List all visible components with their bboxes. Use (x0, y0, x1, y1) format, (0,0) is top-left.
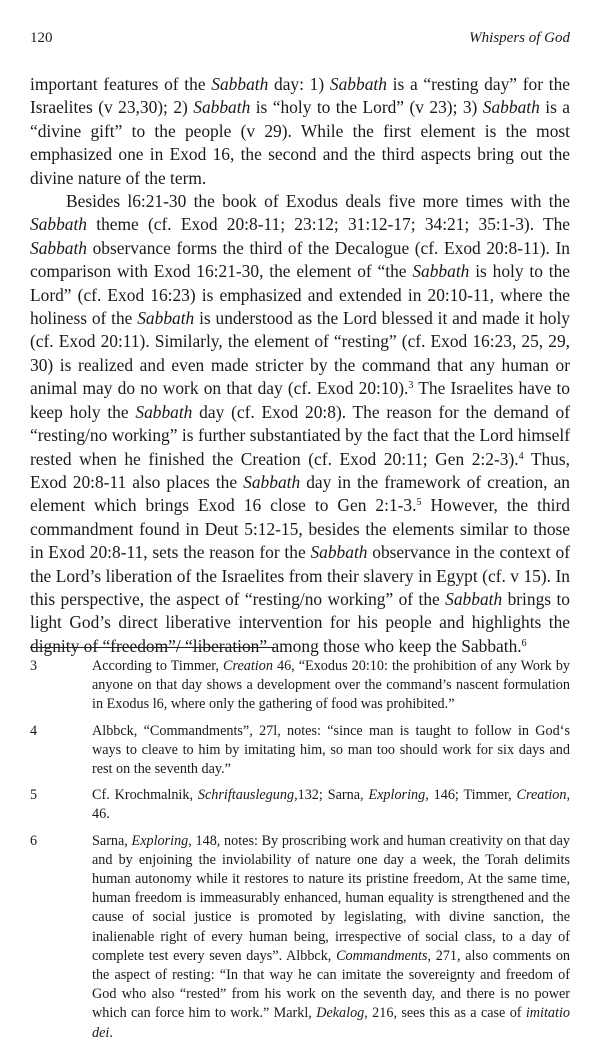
footnote-ref: 4 (518, 450, 524, 462)
text-run: important features of the (30, 74, 212, 94)
text-run: is holy to the Lord” (cf. Exod 16:23) is emphasized and extended in 20:10-11, where the holiness of the (30, 261, 570, 329)
text-run: ,132; Sarna, (294, 787, 369, 804)
paragraph-1 (30, 73, 570, 190)
text-run: The Israelites have to keep holy the (30, 378, 570, 422)
text-run: Thus, Exod 20:8-11 also places the (30, 448, 570, 492)
italic-term: Exploring (131, 832, 189, 849)
text-run: According to Timmer, (92, 658, 223, 674)
main-text (30, 73, 570, 658)
italic-term: Creation (223, 658, 273, 674)
running-title: Whispers of God (469, 30, 570, 46)
text-run: , 216, sees this as a case of (364, 1005, 526, 1022)
italic-term: Sabbath (243, 471, 301, 492)
italic-term: Sabbath (211, 74, 269, 94)
text-run: , 148, notes: By proscribing work and human creativity on that day and by enjoining the inviolability of nature one day a week, the Torah delimits human autonomy while it restores to nature its pristine freedom, At the same time, human freedom is immeasurably enhanced, human equality is strengthened and the cause of social justice is promoted by legislating, with divine sanction, the inalienable right of every human being, irrespective of social class, to a day of complete test every seven days”. Albbck, (92, 832, 570, 964)
paragraph-2 (30, 190, 570, 658)
footnote-text (92, 722, 570, 780)
footnote-divider (30, 647, 275, 648)
text-run: theme (cf. Exod 20:8-11; 23:12; 31:12-17; 34:21; 35:1-3). The (87, 214, 570, 235)
footnote-number: 4 (30, 722, 38, 739)
footnote-number: 6 (30, 832, 38, 849)
italic-term: Commandments (336, 947, 428, 964)
italic-term: Sabbath (482, 97, 540, 118)
text-run: observance forms the third of the Decalogue (cf. Exod 20:8-11). In comparison with Exod 16:21-30, the element of “the (30, 237, 570, 282)
italic-term: Sabbath (445, 588, 503, 609)
text-run: 46, “Exodus 20:10: the prohibition of any Work by anyone on that day shows a development over the command’s nascent formulation in Exodus l6, where only the gathering of food was prohibited.” (92, 658, 571, 713)
italic-term: Dekalog (316, 1005, 365, 1022)
text-run: , 271, also comments on the aspect of resting: “In that way he can imitate the sovereignty and freedom of God who also “rested” from his work on the seventh day, and there is no power which can force him to work.” Markl, (92, 947, 571, 1022)
footnote-ref: 5 (416, 497, 422, 509)
italic-term: Sabbath (412, 261, 470, 282)
footnote-text (92, 786, 570, 824)
italic-term: Creation (516, 787, 567, 804)
italic-term: Sabbath (135, 401, 193, 422)
footnote-text (92, 657, 570, 715)
text-run: is a “divine gift” to the people (v 29). While the first element is the most emphasized one in Exod 16, the second and the third aspects bring out the divine nature of the term. (30, 97, 570, 188)
italic-term: imitatio dei (92, 1005, 571, 1041)
italic-term: Sabbath (30, 214, 88, 235)
text-run: Albbck, “Commandments”, 27l, notes: “since man is taught to follow in God‘s ways to cleave to him by imitating him, so man too should work for six days and rest on the seventh day.” (92, 722, 570, 778)
footnote-6 (30, 832, 570, 1043)
text-run: Sarna, (92, 832, 132, 849)
footnote-number: 5 (30, 787, 38, 804)
text-run: day: 1) (268, 74, 330, 94)
footnote-3 (30, 657, 570, 715)
page-number: 120 (30, 30, 53, 46)
page-header (30, 30, 570, 50)
italic-term: Sabbath (137, 308, 195, 329)
italic-term: Exploring (368, 787, 426, 804)
footnotes (30, 657, 570, 1050)
footnote-ref: 6 (521, 637, 527, 649)
text-run: . (109, 1024, 113, 1041)
text-run: However, the third commandment found in Deut 5:12-15, besides the elements similar to those in Exod 20:8-11, sets the reason for the (30, 495, 570, 563)
italic-term: Sabbath (30, 237, 88, 258)
italic-term: Sabbath (329, 74, 387, 94)
footnote-ref: 3 (408, 380, 414, 392)
text-run: , 46. (92, 787, 571, 823)
text-run: Besides l6:21-30 the book of Exodus deals five more times with the (66, 191, 570, 212)
text-run: brings to light God’s direct liberative intervention for his people and highlights the dignity of “freedom”/ “liberation” among those who keep the Sabbath. (30, 588, 570, 656)
footnote-number: 3 (30, 658, 38, 674)
text-run: , 146; Timmer, (425, 787, 517, 804)
italic-term: Sabbath (310, 542, 368, 563)
text-run: observance in the context of the Lord’s liberation of the Israelites from their slavery in Egypt (cf. v 15). In this perspective, the aspect of “resting/no working” of the (30, 542, 571, 609)
italic-term: Sabbath (193, 97, 251, 118)
text-run: is a “resting day” for the Israelites (v 23,30); 2) (30, 74, 570, 118)
text-run: day in the framework of creation, an element which brings Exod 16 close to Gen 2:1-3. (30, 471, 570, 516)
text-run: is “holy to the Lord” (v 23); 3) (250, 97, 483, 118)
text-run: day (cf. Exod 20:8). The reason for the demand of “resting/no working” is further substantiated by the fact that the Lord himself rested when he finished the Creation (cf. Exod 20:11; Gen 2:2-3). (30, 401, 570, 469)
text-run: is understood as the Lord blessed it and made it holy (cf. Exod 20:11). Similarly, the element of “resting” (cf. Exod 16:23, 25, 29, 30) is realized and even made stricter by the command that any human or animal may do no work on that day (cf. Exod 20:10). (30, 308, 571, 399)
footnote-text (92, 832, 570, 1043)
footnote-4 (30, 722, 570, 780)
footnote-5 (30, 786, 570, 824)
text-run: Cf. Krochmalnik, (92, 787, 198, 804)
italic-term: Schriftauslegung (197, 787, 295, 804)
